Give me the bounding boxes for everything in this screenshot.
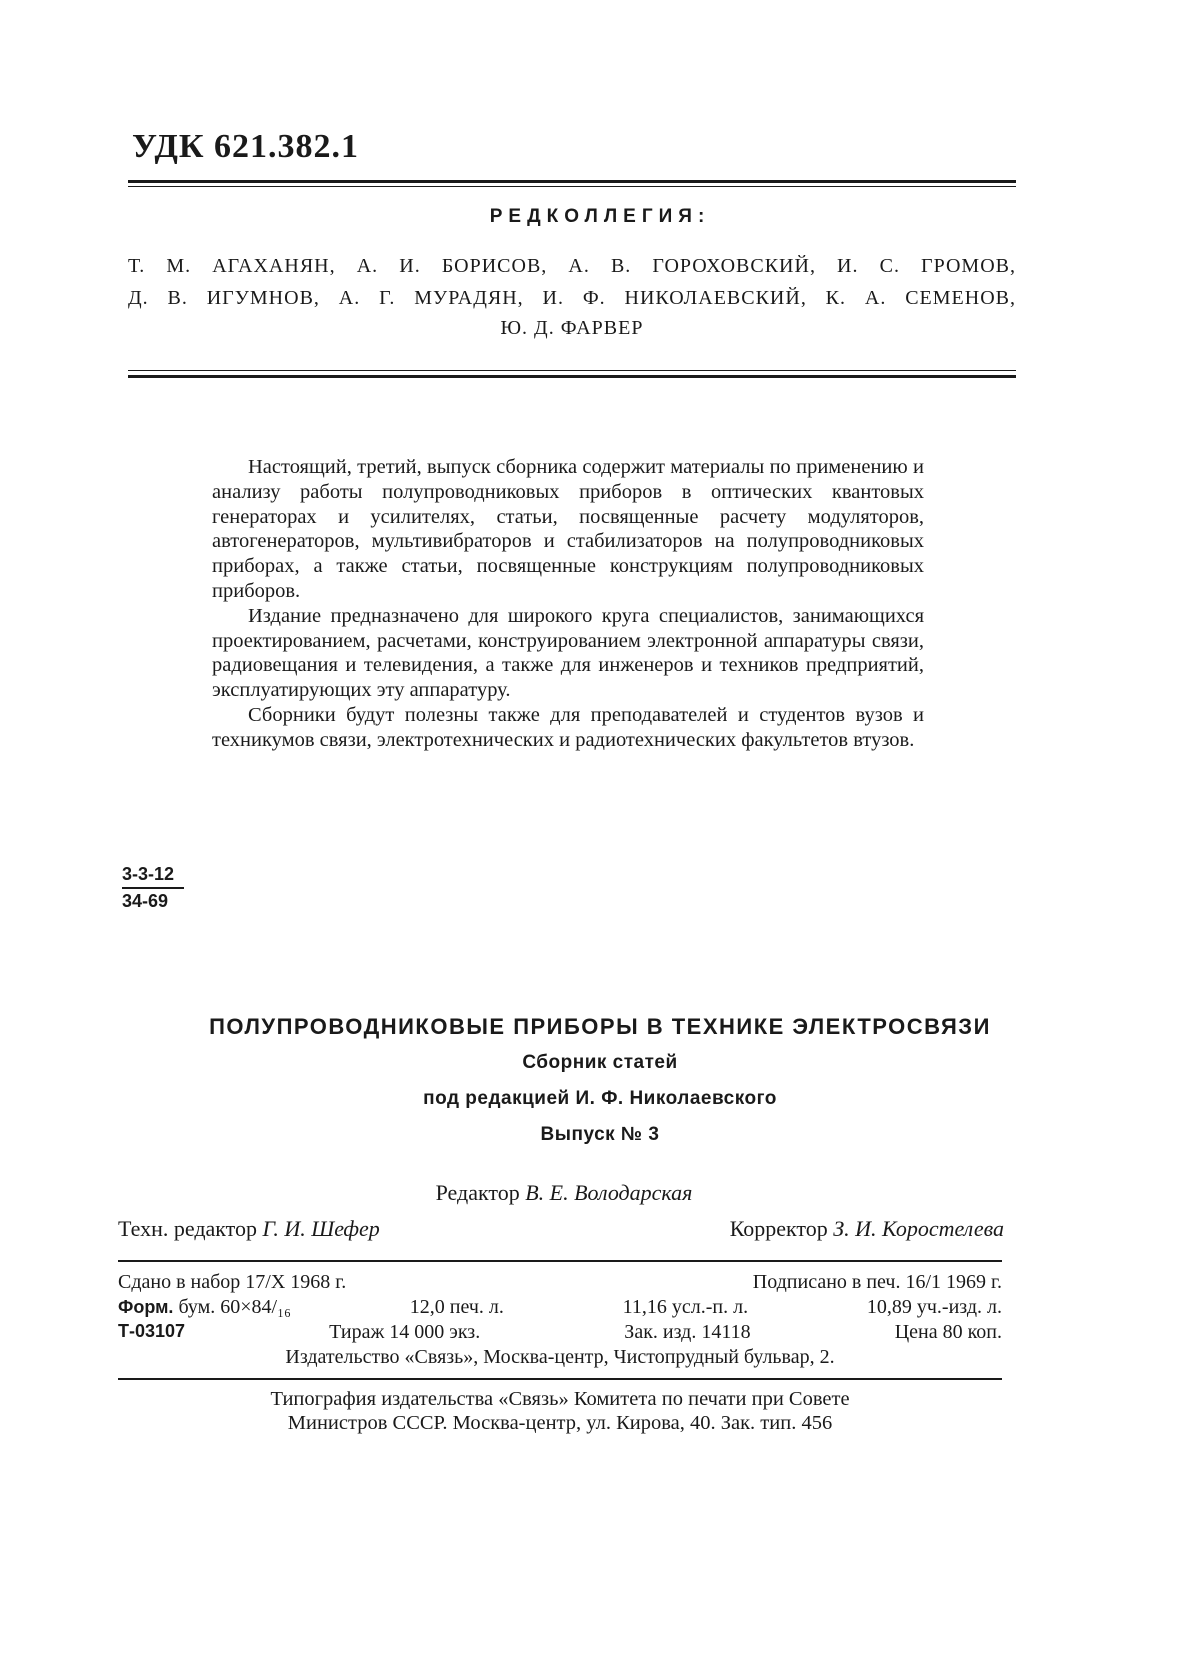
editor-label: Редактор xyxy=(435,1180,520,1205)
udk-code: УДК 621.382.1 xyxy=(132,128,360,165)
printer-line: Министров СССР. Москва-центр, ул. Кирова, 40. Зак. тип. 456 xyxy=(287,1412,833,1434)
proofreader-credit xyxy=(730,1216,1004,1242)
imprint-row xyxy=(118,1296,1002,1319)
printer-rule xyxy=(118,1378,1002,1380)
abstract xyxy=(212,455,924,753)
top-rule xyxy=(128,180,1016,183)
book-edited-by: под редакцией И. Ф. Николаевского xyxy=(423,1088,777,1109)
imprint-row xyxy=(118,1321,1002,1344)
print-run: Тираж 14 000 экз. xyxy=(329,1321,481,1343)
print-sheets: 12,0 печ. л. xyxy=(409,1296,504,1318)
top-rule-thin xyxy=(128,186,1016,187)
abstract-paragraph: Настоящий, третий, выпуск сборника содержит материалы по применению и анализу работы полупроводниковых приборов в оптических квантовых генераторах и усилителях, статьи, посвященные расчету модуляторов, автогенераторов, мультивибраторов и стабилизаторов на полупроводниковых приборах, а также статьи, посвященные конструкциям полупроводниковых приборов. xyxy=(212,456,924,602)
publisher-code-top: 3-3-12 xyxy=(122,864,184,889)
printer-line: Типография издательства «Связь» Комитета по печати при Совете xyxy=(270,1388,850,1410)
publisher-code-bottom: 34-69 xyxy=(122,891,169,911)
editorial-board-heading: РЕДКОЛЛЕГИЯ: xyxy=(489,206,711,227)
board-rule xyxy=(128,375,1016,378)
book-issue: Выпуск № 3 xyxy=(540,1124,660,1145)
abstract-paragraph: Издание предназначено для широкого круга специалистов, занимающихся проектированием, расчетами, конструированием электронной аппаратуры связи, радиовещания и телевидения, а также для инженеров и техников предприятий, эксплуатирующих эту аппаратуру. xyxy=(212,604,924,702)
publisher-address: Издательство «Связь», Москва-центр, Чистопрудный бульвар, 2. xyxy=(285,1346,835,1368)
editor-credit xyxy=(0,1180,1128,1206)
typeset-date: Сдано в набор 17/X 1968 г. xyxy=(118,1271,347,1293)
paper-format: бум. 60×84/₁₆ xyxy=(178,1296,292,1318)
tech-editor-name: Г. И. Шефер xyxy=(262,1216,380,1241)
book-title: ПОЛУПРОВОДНИКОВЫЕ ПРИБОРЫ В ТЕХНИКЕ ЭЛЕКТРОСВЯЗИ xyxy=(209,1014,991,1039)
abstract-paragraph: Сборники будут полезны также для преподавателей и студентов вузов и техникумов связи, электротехнических и радиотехнических факультетов втузов. xyxy=(212,703,924,751)
publisher-code xyxy=(122,864,184,912)
proofreader-name: З. И. Коростелева xyxy=(833,1216,1004,1241)
imprint-rule xyxy=(118,1260,1002,1262)
permit-number: Т-03107 xyxy=(118,1321,186,1341)
proofreader-label: Корректор xyxy=(729,1216,828,1241)
order-number: Зак. изд. 14118 xyxy=(624,1321,751,1343)
editorial-board-line: Ю. Д. ФАРВЕР xyxy=(500,317,644,339)
board-rule-thin xyxy=(128,370,1016,371)
editor-name: В. Е. Володарская xyxy=(525,1180,693,1205)
book-subtitle: Сборник статей xyxy=(522,1052,678,1073)
signed-date: Подписано в печ. 16/1 1969 г. xyxy=(752,1271,1002,1293)
tech-editor-label: Техн. редактор xyxy=(118,1216,258,1241)
tech-editor-credit xyxy=(118,1216,380,1242)
imprint-row xyxy=(118,1271,1002,1294)
publisher-sheets: 10,89 уч.-изд. л. xyxy=(866,1296,1002,1318)
conventional-sheets: 11,16 усл.-п. л. xyxy=(622,1296,749,1318)
printer-info xyxy=(118,1387,1002,1435)
editorial-board-line: Т. М. АГАХАНЯН, А. И. БОРИСОВ, А. В. ГОРОХОВСКИЙ, И. С. ГРОМОВ, xyxy=(128,255,1016,277)
price: Цена 80 коп. xyxy=(894,1321,1002,1343)
editorial-board-line: Д. В. ИГУМНОВ, А. Г. МУРАДЯН, И. Ф. НИКОЛАЕВСКИЙ, К. А. СЕМЕНОВ, xyxy=(128,287,1016,309)
format-label: Форм. xyxy=(118,1297,174,1317)
